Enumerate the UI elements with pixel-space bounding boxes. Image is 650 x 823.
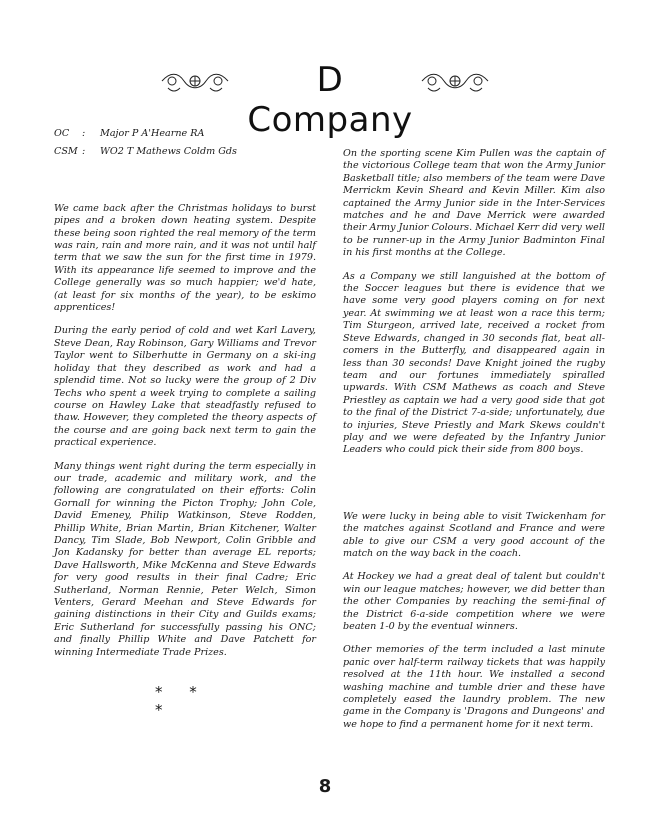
officer-name: Major P A'Hearne RA [100,128,205,139]
paragraph-skiing: During the early period of cold and wet Karl Lavery, Steve Dean, Ray Robinson, Gary Williams and Trevor Taylor went to Silberhutte in Germany on a ski-ing holiday that they described as work and had a splendid time. Not so lucky were the group of 2 Div Techs who spent a week trying to complete a sailing course on Hawley Lake that steadfastly refused to thaw. However, they completed the theory aspects of the course and are going back next term to gain the practical experience. [54,325,316,449]
page-number: 8 [318,776,332,797]
paragraph-company-sports: As a Company we still languished at the bottom of the Soccer leagues but there is evidence that we have some very good players coming on for next year. At swimming we at least won a race this term; Tim Sturgeon, arrived late, received a rocket from Steve Edwards, changed in 30 seconds flat, beat all-comers in the Butterfly, and disappeared again in less than 30 seconds! Dave Knight joined the rugby team and our fortunes immediately spiralled upwards. With CSM Mathews as coach and Steve Priestley as captain we had a very good side that got to the final of the District 7-a-side; unfortunately, due to injuries, Steve Priestly and Mark Skews couldn't play and we were defeated by the Infantry Junior Leaders who could pick their side from 800 boys. [343,270,605,456]
paragraph-achievements: Many things went right during the term especially in our trade, academic and military work, and the following are congratulated on their efforts: Colin Gornall for winning the Picton Trophy; John Cole, David Emeney, Philip Watkinson, Steve Rodden, Phillip White, Brian Martin, Brian Kitchener, Walter Dancy, Tim Slade, Bob Newport, Colin Gribble and Jon Kadansky for better than average EL reports; Dave Hallsworth, Mike McKenna and Steve Edwards for very good results in their final Cadre; Eric Sutherland, Norman Rennie, Peter Welch, Simon Venters, Gerard Meehan and Steve Edwards for gaining distinctions in their City and Guilds exams; Eric Sutherland for successfully passing his ONC; and finally Phillip White and Dave Patchett for winning Intermediate Trade Prizes. [54,460,316,658]
page-title: D Company [247,60,413,140]
officer-csm [54,146,316,158]
paragraph-other-memories: Other memories of the term included a last minute panic over half-term railway tickets that was happily resolved at the 11th hour. We installed a second washing machine and tumble drier and these have completely eased the laundry problem. The new game in the Company is 'Dragons and Dungeons' and we hope to find a permanent home for it next term. [343,644,605,730]
officer-separator: : [82,128,86,139]
floral-ornament-icon [160,68,230,94]
right-column [343,148,605,742]
paragraph-twickenham: We were lucky in being able to visit Twickenham for the matches against Scotland and France and were able to give our CSM a very good account of the match on the way back in the coach. [343,510,605,559]
paragraph-hockey: At Hockey we had a great deal of talent but couldn't win our league matches; however, we did better than the other Companies by reaching the semi-final of the District 6-a-side competition where we were beaten 1-0 by the eventual winners. [343,571,605,632]
floral-ornament-icon [420,68,490,94]
officer-role: OC [54,128,70,139]
section-divider-stars: * * * [155,683,208,719]
officer-name: WO2 T Mathews Coldm Gds [100,146,237,158]
officer-oc [54,128,316,140]
paragraph-christmas: We came back after the Christmas holidays to burst pipes and a broken down heating system. Despite these being soon righted the real memory of the term was rain, rain and more rain, and it was not until half term that we saw the sun for the first time in 1979. With its appearance life seemed to improve and the College generally was so much happier; we'd hate, (at least for six months of the year), to be eskimo apprentices! [54,202,316,314]
officer-separator: : [82,146,86,158]
officer-role: CSM [54,146,78,158]
paragraph-sporting: On the sporting scene Kim Pullen was the captain of the victorious College team that won the Army Junior Basketball title; also members of the team were Dave Merrickm Kevin Sheard and Kevin Miller. Kim also captained the Army Junior side in the Inter-Services matches and he and Dave Merrick were awarded their Army Junior Colours. Michael Kerr did very well to be runner-up in the Army Junior Badminton Final in his first months at the College. [343,148,605,259]
officers-list [54,128,316,159]
left-column [54,128,316,670]
column-gap [343,468,605,511]
